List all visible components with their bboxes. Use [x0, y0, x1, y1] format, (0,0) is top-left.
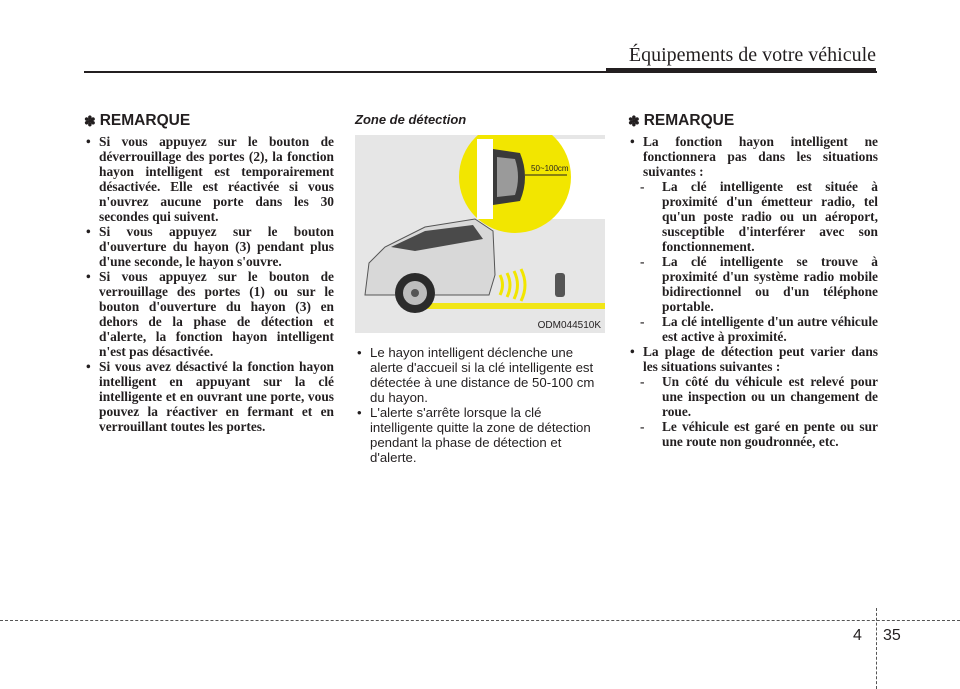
- detection-zone-illustration: [355, 135, 605, 333]
- list-item: • Le hayon intelligent déclenche une alerte d'accueil si la clé intelligente est détectée à une distance de 50-100 cm du hayon.: [357, 345, 595, 405]
- list-item: • La plage de détection peut varier dans les situations suivantes :: [630, 344, 878, 374]
- list-item: • Si vous avez désactivé la fonction hayon intelligent en appuyant sur la clé intelligente et en ouvrant une porte, vous pouvez la réactiver en fermant et en verrouillant toutes les portes.: [86, 359, 334, 434]
- list-item: • Si vous appuyez sur le bouton de déverrouillage des portes (2), la fonction hayon intelligent est temporairement désactivée. Elle est réactivée si vous n'ouvrez aucune porte dans les 30 secondes qui suivent.: [86, 134, 334, 224]
- sub-list-item: - Un côté du véhicule est relevé pour une inspection ou un changement de roue.: [640, 374, 878, 419]
- right-remark-heading: ✽ REMARQUE: [628, 112, 735, 129]
- footer-rule: [0, 620, 960, 621]
- left-remark-heading: ✽ REMARQUE: [84, 112, 191, 129]
- car-detection-diagram: [355, 135, 605, 333]
- page-header-title: Équipements de votre véhicule: [628, 44, 876, 66]
- footer-divider: [876, 608, 877, 689]
- figure-code: ODM044510K: [537, 320, 601, 331]
- list-item: • Si vous appuyez sur le bouton d'ouverture du hayon (3) pendant plus d'une seconde, le hayon s'ouvre.: [86, 224, 334, 269]
- asterisk-icon: ✽: [84, 112, 96, 129]
- sub-list-item: - La clé intelligente est située à proximité d'un émetteur radio, tel qu'un poste radio ou un aéroport, susceptible d'interférer avec son fonctionnement.: [640, 179, 878, 254]
- chapter-number: 4: [853, 627, 862, 644]
- right-column: [628, 112, 878, 449]
- sub-list-item: - La clé intelligente d'un autre véhicule est active à proximité.: [640, 314, 878, 344]
- sub-list-item: - Le véhicule est garé en pente ou sur une route non goudronnée, etc.: [640, 419, 878, 449]
- left-column: [84, 112, 334, 434]
- list-item: • Si vous appuyez sur le bouton de verrouillage des portes (1) ou sur le bouton d'ouverture du hayon (3) en dehors de la phase de détection et d'alerte, la fonction hayon intelligent n'est pas désactivée.: [86, 269, 334, 359]
- range-label: 50~100cm: [531, 164, 569, 173]
- list-item: • L'alerte s'arrête lorsque la clé intelligente quitte la zone de détection pendant la phase de détection et d'alerte.: [357, 405, 591, 465]
- page-number: 35: [883, 627, 901, 644]
- asterisk-icon: ✽: [628, 112, 640, 129]
- middle-column: [355, 112, 605, 465]
- sub-list-item: - La clé intelligente se trouve à proximité d'un système radio mobile bidirectionnel ou d'un téléphone portable.: [640, 254, 878, 314]
- list-item: • La fonction hayon intelligent ne fonctionnera pas dans les situations suivantes :: [630, 134, 878, 179]
- section-heading-detection-zone: Zone de détection: [355, 112, 467, 127]
- header-rule-accent: [606, 68, 876, 73]
